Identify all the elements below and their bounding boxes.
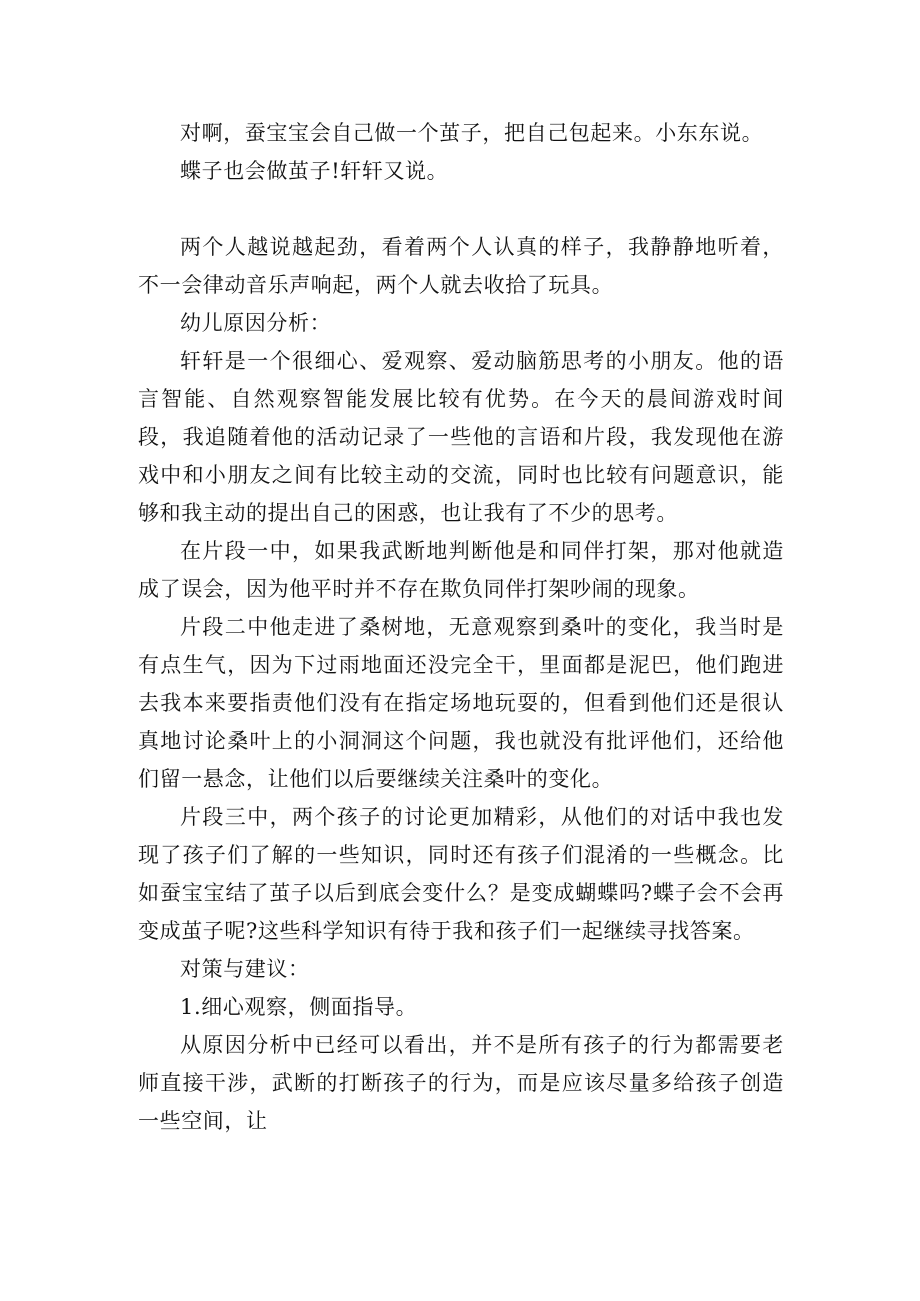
paragraph-dialogue-2: 蝶子也会做茧子!轩轩又说。 (180, 159, 449, 183)
paragraph-analysis-4: 片段三中，两个孩子的讨论更加精彩，从他们的对话中我也发现了孩子们了解的一些知识，同时还有孩子们混淆的一些概念。比如蚕宝宝结了茧子以后到底会变什么？是变成蝴蝶吗?蝶子会不会再变成茧子呢?这些科学知识有待于我和孩子们一起继续寻找答案。 (138, 805, 784, 943)
list-item-1: 1.细心观察，侧面指导。 (180, 995, 418, 1019)
paragraph-analysis-2: 在片段一中，如果我武断地判断他是和同伴打架，那对他就造成了误会，因为他平时并不存在欺负同伴打架吵闹的现象。 (138, 539, 784, 601)
paragraph-analysis-1: 轩轩是一个很细心、爱观察、爱动脑筋思考的小朋友。他的语言智能、自然观察智能发展比较有优势。在今天的晨间游戏时间段，我追随着他的活动记录了一些他的言语和片段，我发现他在游戏中和小朋友之间有比较主动的交流，同时也比较有问题意识，能够和我主动的提出自己的困惑，也让我有了不少的思考。 (138, 349, 784, 525)
paragraph-suggestion-1: 从原因分析中已经可以看出，并不是所有孩子的行为都需要老师直接干涉，武断的打断孩子的行为，而是应该尽量多给孩子创造一些空间，让 (138, 1033, 784, 1133)
section-heading-suggestions: 对策与建议： (180, 957, 310, 981)
paragraph-analysis-3: 片段二中他走进了桑树地，无意观察到桑叶的变化，我当时是有点生气，因为下过雨地面还没完全干，里面都是泥巴，他们跑进去我本来要指责他们没有在指定场地玩耍的，但看到他们还是很认真地讨论桑叶上的小洞洞这个问题，我也就没有批评他们，还给他们留一悬念，让他们以后要继续关注桑叶的变化。 (138, 615, 784, 791)
document-body (138, 114, 784, 1140)
paragraph-dialogue-1: 对啊，蚕宝宝会自己做一个茧子，把自己包起来。小东东说。 (180, 121, 764, 145)
paragraph-narration: 两个人越说越起劲，看着两个人认真的样子，我静静地听着，不一会律动音乐声响起，两个人就去收拾了玩具。 (138, 235, 784, 297)
section-heading-analysis: 幼儿原因分析： (180, 311, 332, 335)
